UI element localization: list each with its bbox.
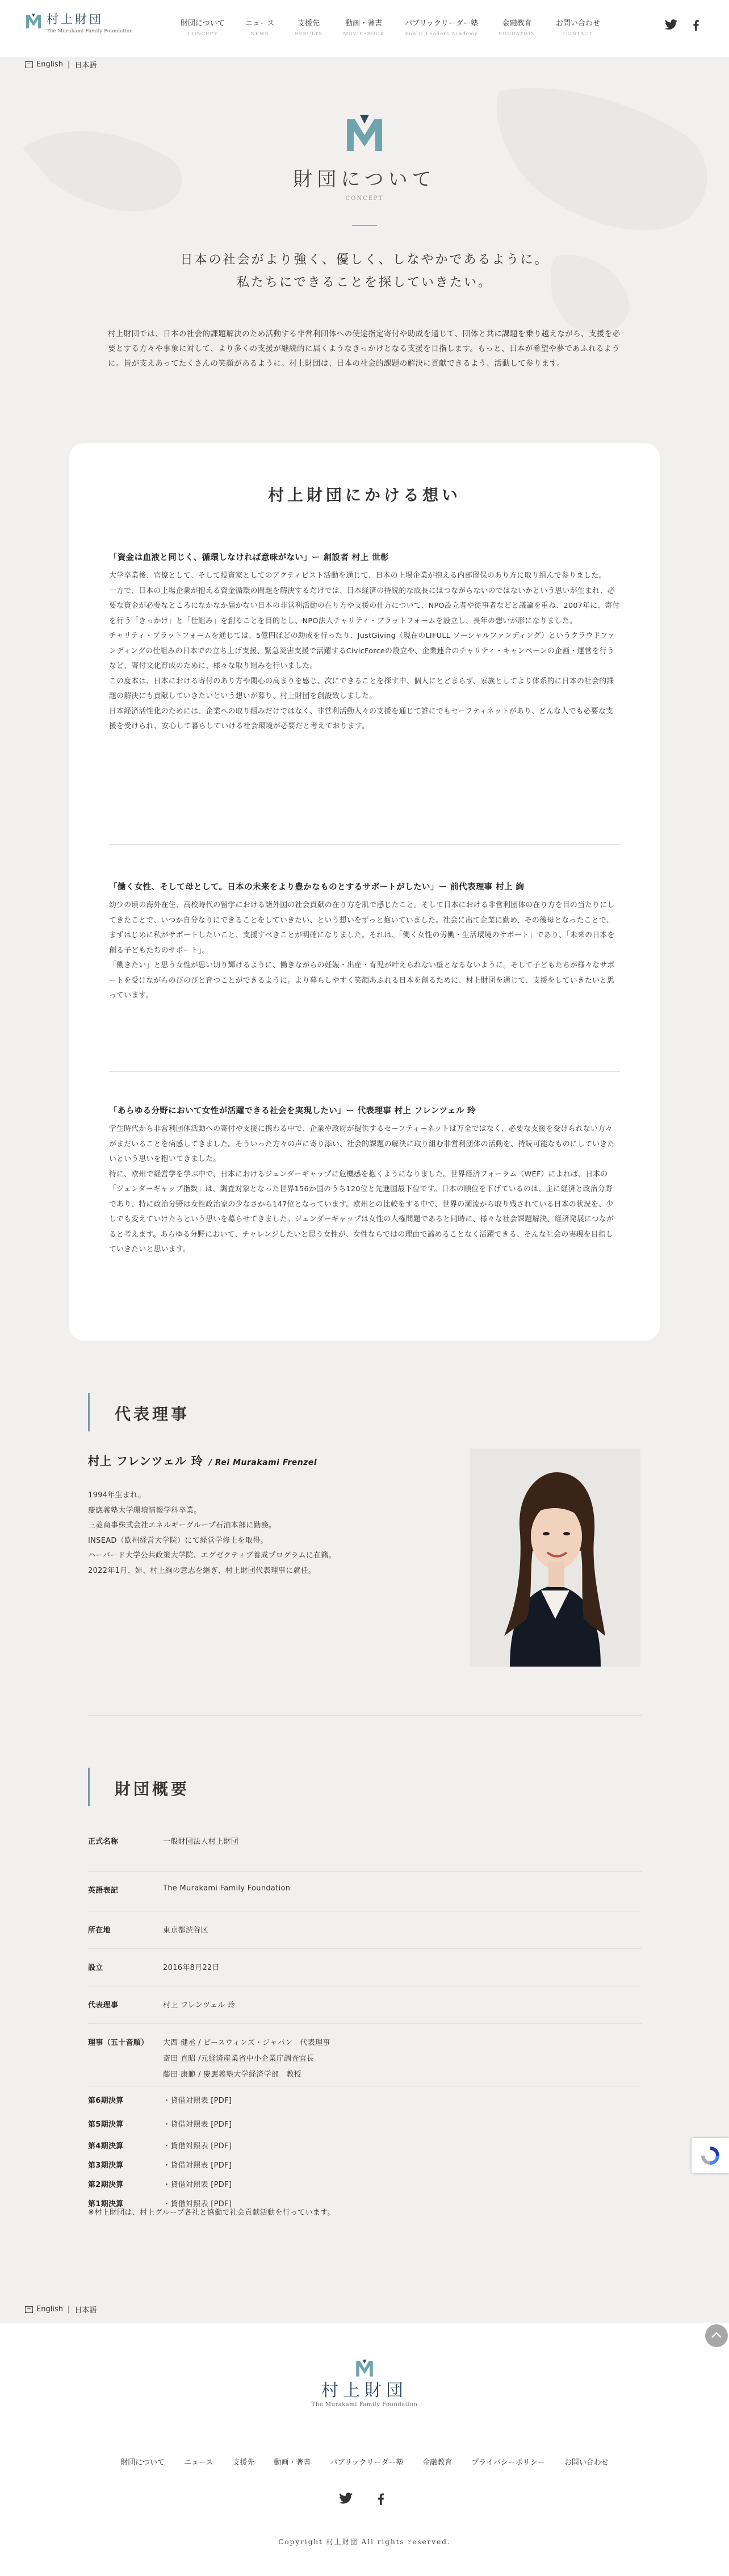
lang-japanese-link[interactable]: 日本語 xyxy=(74,61,97,70)
overview-table xyxy=(88,1832,642,2212)
nav-sublabel: MOVIE•BOOK xyxy=(343,31,385,37)
thought-body: 幼少の頃の海外在住、高校時代の留学における諸外国の社会貢献の在り方を肌で感じたこと。そして日本における非営利団体の在り方を目の当たりにしてきたことで、いつか自分なりにできることをしていきたい、という想いをずっと抱いていました。社会に出て企業に勤め、その後母となったことで、まずはじめに私がサポートしたいこと、支援すべきことが明確になりました。それは、「働く女性の労働・生活環境のサポート」であり、「未来の日本を創る子どもたちのサポート」。 「働きたい」と思う女性が思い切り輝けるように、働きながらの妊娠・出産・育児が叶えられない壁となるないように。そして子どもたちが様々なサポートを受けながらのびのびと育つことができるように。より暮らしやすく笑顔あふれる日本を創るために、村上財団を通じて、支援をしていきたいと思っています。 xyxy=(109,901,615,1000)
footer-logo-en: The Murakami Family Foundation xyxy=(311,2402,418,2408)
page-title: 財団について xyxy=(293,168,436,191)
row-value: 2016年8月22日 xyxy=(163,1964,220,1972)
language-switcher-bottom xyxy=(25,2304,97,2315)
balance-sheet-pdf-link[interactable]: ・貸借対照表 [PDF] xyxy=(163,2097,232,2105)
row-label: 正式名称 xyxy=(88,1838,119,1846)
table-row xyxy=(88,1986,642,2024)
nav-sublabel: Public Leaders Academy xyxy=(405,31,478,37)
site-header xyxy=(0,0,729,57)
recaptcha-icon xyxy=(699,2144,722,2167)
copyright: Copyright 村上財団 All rights reserved. xyxy=(278,2538,451,2546)
nav-item-contact[interactable] xyxy=(556,17,600,37)
bio-line: 三菱商事株式会社エネルギーグループ石油本部に勤務。 xyxy=(88,1521,276,1530)
section-divider xyxy=(88,1715,642,1716)
director-entry: 斎田 直昭 /元経済産業省中小企業庁調査官長 xyxy=(163,2055,315,2063)
director-entry: 大西 健丞 / ピースウィンズ・ジャパン 代表理事 xyxy=(163,2039,330,2047)
row-label: 第4期決算 xyxy=(88,2142,124,2151)
facebook-icon[interactable] xyxy=(689,19,703,31)
recaptcha-badge[interactable] xyxy=(692,2138,729,2173)
logo-mark-icon xyxy=(355,2358,374,2378)
representative-name xyxy=(88,1452,317,1468)
footer-logo[interactable] xyxy=(308,2358,421,2408)
site-footer xyxy=(0,2323,729,2576)
thought-body: 大学卒業後、官僚として、そして投資家としてのアクティビスト活動を通じて、日本の上場企業が抱える内部留保のあり方に取り組んで参りました。 一方で、日本の上場企業が抱える資金循環の問題を解決するだけでは、日本経済の持続的な成長にはつながらないのではないかという思いが生まれ、必要な資金が必要なところになかなか届かない日本の非営利活動の在り方や支援の仕方について、NPO設立者や従事者などと議論を重ね、2007年に、寄付を行う「きっかけ」と「仕組み」を創ることを目的とし、NPO法人チャリティ・プラットフォームを設立し、長年の想いが形になりました。 チャリティ・プラットフォームを通じては、5億円ほどの助成を行ったり、JustGiving（現在のLIFULL ソーシャルファンディング）というクラウドファンディングの仕組みの日本での立ち上げ支援、緊急災害支援で活躍するCivicForceの設立や、企業連合のチャリティ・キャンペーンの企画・運営を行うなど、寄付文化育成のために、様々な取り組みを行いました。 この度本は、日本における寄付のあり方や関心の高まりを感じ、次にできることを探す中、個人にとどまらず、家族としてより体系的に日本の社会的課題の解決にも貢献していきたいという想いが募り、村上財団を創設致しました。 日本経済活性化のためには、企業への取り組みだけではなく、非営利活動人々の支援を通じて誰にでもセーフティネットがあり、どんな人でも必要な支援を受けられ、安心して暮らしていける社会環境が必要だと考えております。 xyxy=(109,571,620,730)
representative-name-en: / Rei Murakami Frenzel xyxy=(208,1458,317,1467)
bio-line: 慶應義塾大学環境情報学科卒業。 xyxy=(88,1506,202,1515)
thought-heading: 「資金は血液と同じく、循環しなければ意味がない」ー 創設者 村上 世彰 xyxy=(109,553,389,562)
lang-english-link[interactable]: English xyxy=(36,60,63,69)
table-row xyxy=(88,1872,642,1911)
row-label: 英語表記 xyxy=(88,1886,119,1895)
nav-label: お問い合わせ xyxy=(555,19,600,28)
concept-logo-mark-icon xyxy=(345,114,384,153)
balance-sheet-pdf-link[interactable]: ・貸借対照表 [PDF] xyxy=(163,2142,232,2151)
nav-sublabel: CONCEPT xyxy=(187,31,217,37)
row-label: 第1期決算 xyxy=(88,2200,124,2208)
footer-link-movie-book[interactable]: 動画・著書 xyxy=(274,2458,311,2467)
table-row xyxy=(88,2174,642,2193)
nav-item-public-leaders[interactable] xyxy=(405,17,478,37)
row-label: 理事（五十音順） xyxy=(88,2039,149,2047)
twitter-icon[interactable] xyxy=(664,19,678,31)
logo-mark-icon xyxy=(25,12,42,30)
director-entry: 藤田 康範 / 慶應義塾大学経済学部 教授 xyxy=(163,2070,302,2079)
row-label: 第5期決算 xyxy=(88,2120,124,2129)
footer-link-news[interactable]: ニュース xyxy=(184,2458,213,2467)
nav-label: ニュース xyxy=(245,19,275,28)
thought-section-representative xyxy=(109,1104,620,1258)
logo-text-en: The Murakami Family Foundation xyxy=(47,28,133,34)
representative-photo xyxy=(470,1448,640,1667)
bio-line: INSEAD（欧州経営大学院）にて経営学修士を取得。 xyxy=(88,1536,268,1545)
logo-text-ja: 村上財団 xyxy=(47,12,103,26)
footer-link-concept[interactable]: 財団について xyxy=(120,2458,165,2467)
table-row xyxy=(88,2024,642,2086)
facebook-icon[interactable] xyxy=(374,2491,388,2506)
bio-line: 1994年生まれ。 xyxy=(88,1491,146,1500)
row-value: 東京都渋谷区 xyxy=(163,1926,208,1935)
nav-label: 金融教育 xyxy=(502,19,532,28)
nav-label: パブリックリーダー塾 xyxy=(405,19,479,28)
nav-label: 支援先 xyxy=(298,19,320,28)
thought-heading: 「あらゆる分野において女性が活躍できる社会を実現したい」ー 代表理事 村上 フレンツェル 玲 xyxy=(109,1107,476,1116)
section-accent-bar xyxy=(88,1393,90,1431)
row-value: 一般財団法人村上財団 xyxy=(163,1838,239,1846)
lang-english-link[interactable]: English xyxy=(36,2305,63,2314)
representative-heading: 代表理事 xyxy=(115,1405,190,1423)
main-nav xyxy=(181,17,621,37)
nav-item-concept[interactable] xyxy=(181,17,225,37)
portrait-illustration xyxy=(470,1448,640,1667)
balance-sheet-pdf-link[interactable]: ・貸借対照表 [PDF] xyxy=(163,2181,232,2189)
lang-separator: | xyxy=(67,2305,70,2314)
table-row xyxy=(88,1911,642,1949)
representative-bio xyxy=(88,1488,336,1579)
table-row xyxy=(88,2134,642,2155)
footer-link-privacy[interactable]: プライバシーポリシー xyxy=(471,2458,545,2467)
catchphrase-line-2: 私たちにできることを探していきたい。 xyxy=(236,275,492,290)
overview-note: ※村上財団は、村上グループ各社と協働で社会貢献活動を行っています。 xyxy=(88,2208,335,2217)
table-row xyxy=(88,2155,642,2174)
row-label: 所在地 xyxy=(88,1926,111,1935)
row-label: 第2期決算 xyxy=(88,2181,124,2189)
nav-label: 動画・著書 xyxy=(345,19,383,28)
footer-logo-ja: 村上財団 xyxy=(321,2381,408,2400)
footer-link-contact[interactable]: お問い合わせ xyxy=(564,2458,609,2467)
row-label: 設立 xyxy=(88,1964,103,1972)
thought-section-founder xyxy=(109,551,620,734)
nav-label: 財団について xyxy=(181,19,225,28)
table-row xyxy=(88,1832,642,1872)
intro-paragraph: 村上財団では、日本の社会的課題解決のため活動する非営利団体への使途指定寄付や助成を通じて、団体と共に課題を乗り越えながら、支援を必要とする方々や事象に対して、より多くの支援が継続的に届くようなきっかけとなる支援を目指します。もっと、日本が希望や夢であふれるように。皆が支えあってたくさんの笑顔があるように。村上財団は、日本の社会的課題の解決に貢献できるよう、活動して参ります。 xyxy=(108,330,621,368)
row-label: 代表理事 xyxy=(88,2001,119,2010)
row-label: 第3期決算 xyxy=(88,2161,124,2170)
row-value: The Murakami Family Foundation xyxy=(163,1884,291,1893)
balance-sheet-pdf-link[interactable]: ・貸借対照表 [PDF] xyxy=(163,2120,232,2129)
nav-item-news[interactable] xyxy=(245,17,274,37)
title-underline xyxy=(352,225,377,226)
thoughts-card xyxy=(69,443,660,1341)
footer-link-education[interactable]: 金融教育 xyxy=(422,2458,453,2467)
table-row xyxy=(88,2086,642,2110)
thought-section-former-representative xyxy=(109,880,620,1004)
balance-sheet-pdf-link[interactable]: ・貸借対照表 [PDF] xyxy=(163,2200,232,2208)
bio-line: ハーバード大学公共政策大学院、エグゼクティブ養成プログラムに在籍。 xyxy=(88,1551,337,1560)
thought-heading: 「働く女性、そして母として。日本の未来をより豊かなものとするサポートがしたい」ー 前代表理事 村上 絢 xyxy=(109,883,525,892)
balance-sheet-pdf-link[interactable]: ・貸借対照表 [PDF] xyxy=(163,2161,232,2170)
thought-body: 学生時代から非営利団体活動への寄付や支援に携わる中で、企業や政府が提供するセーフティーネットは万全ではなく、必要な支援を受けられない方々がまだいることを痛感してきました。そういった方々の声に寄り添い、社会的課題の解決に取り組む非営利団体の活動を、持続可能なものにしていきたいという思いを抱いてきました。 特に、欧州で経営学を学ぶ中で、日本におけるジェンダーギャップに危機感を抱くようになりました。世界経済フォーラム（WEF）によれば、日本の「ジェンダーギャップ指数」は、調査対象となった世界156か国のうち120位と先進国最下位です。日本の順位を下げているのは、主に経済と政治分野であり、特に政治分野は女性政治家の少なさから147位となっています。欧州との比較をする中で、世界の潮流から取り残されている日本の状況を、少しでも変えていけたらという思いを募らせてきました。ジェンダーギャップは女性の人権問題であると同時に、様々な社会課題解決、経済発展につながると考えます。あらゆる分野において、チャレンジしたいと思う女性が、女性ならではの理由で諦めることなく活躍できる、そんな社会の実現を目指していきたいと思います。 xyxy=(109,1125,615,1254)
table-row xyxy=(88,1949,642,1986)
bio-line: 2022年1月、姉、村上絢の意志を継ぎ、村上財団代表理事に就任。 xyxy=(88,1566,316,1575)
nav-sublabel: EDUCATION xyxy=(498,31,535,37)
overview-heading: 財団概要 xyxy=(115,1780,190,1798)
divider xyxy=(109,1071,620,1072)
table-row xyxy=(88,2110,642,2134)
site-logo[interactable] xyxy=(25,12,133,34)
nav-item-results[interactable] xyxy=(295,17,322,37)
catchphrase-line-1: 日本の社会がより強く、優しく、しなやかであるように。 xyxy=(180,253,549,267)
back-to-top-button[interactable] xyxy=(705,2324,728,2347)
nav-item-education[interactable] xyxy=(498,17,535,37)
footer-link-public-leaders[interactable]: パブリックリーダー塾 xyxy=(330,2458,404,2467)
footer-nav xyxy=(0,2456,729,2467)
row-value: 村上 フレンツェル 玲 xyxy=(163,2001,236,2010)
section-accent-bar xyxy=(88,1768,90,1806)
representative-name-ja: 村上 フレンツェル 玲 xyxy=(88,1454,203,1468)
lang-separator: | xyxy=(67,60,70,69)
footer-link-results[interactable]: 支援先 xyxy=(232,2458,255,2467)
nav-item-movie-book[interactable] xyxy=(343,17,384,37)
divider xyxy=(109,844,620,845)
language-icon xyxy=(25,2306,33,2313)
language-icon xyxy=(25,61,33,68)
thoughts-title: 村上財団にかける想い xyxy=(267,486,461,504)
lang-japanese-link[interactable]: 日本語 xyxy=(74,2306,97,2315)
twitter-icon[interactable] xyxy=(338,2491,353,2506)
page-subtitle: CONCEPT xyxy=(345,195,384,202)
nav-sublabel: CONTACT xyxy=(563,31,593,37)
nav-sublabel: NEWS xyxy=(250,31,269,37)
chevron-up-icon xyxy=(705,2324,728,2347)
row-label: 第6期決算 xyxy=(88,2097,124,2105)
nav-sublabel: RESULTS xyxy=(295,31,323,37)
